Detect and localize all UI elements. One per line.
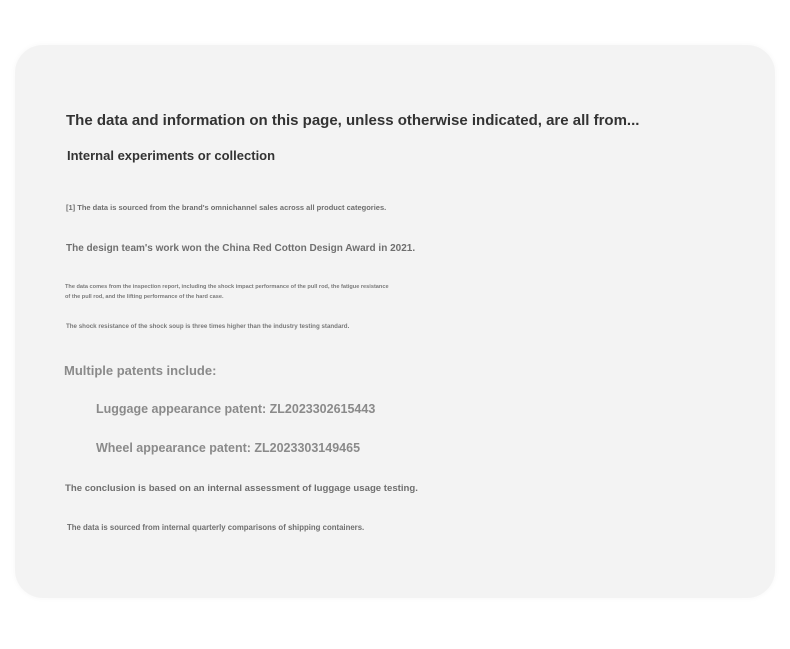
page-title: The data and information on this page, unless otherwise indicated, are all from... <box>66 112 640 129</box>
patent-item: Wheel appearance patent: ZL2023303149465 <box>96 441 361 455</box>
footnote-design-award: The design team's work won the China Red Cotton Design Award in 2021. <box>66 243 416 254</box>
footnote-usage-testing: The conclusion is based on an internal assessment of luggage usage testing. <box>65 483 418 494</box>
patent-item: Luggage appearance patent: ZL2023302615443 <box>96 402 376 416</box>
footnote-shipping-containers: The data is sourced from internal quarterly comparisons of shipping containers. <box>67 523 365 532</box>
patents-heading: Multiple patents include: <box>64 363 217 378</box>
footnote-shock-resistance: The shock resistance of the shock soup is three times higher than the industry testing standard. <box>66 323 350 330</box>
footnote-inspection-report: The data comes from the inspection report, including the shock impact performance of the pull rod, the fatigue resistance of the pull rod, and the lifting performance of the hard case. <box>65 284 389 300</box>
page-subtitle: Internal experiments or collection <box>67 148 276 163</box>
footnote-sales: [1] The data is sourced from the brand's omnichannel sales across all product categories. <box>66 203 387 212</box>
